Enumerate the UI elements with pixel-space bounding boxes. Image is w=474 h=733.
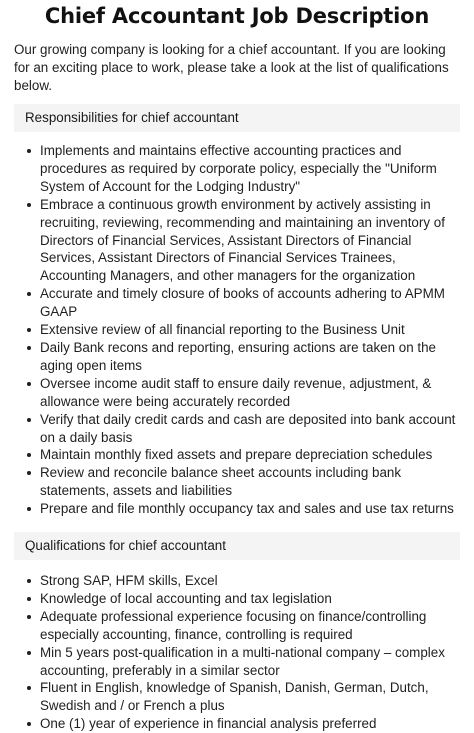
list-item-text: Implements and maintains effective accounting practices and procedures as required by corporate policy, especially the "Uniform System of Account for the Lodging Industry" (40, 143, 437, 194)
list-item-text: Extensive review of all financial reporting to the Business Unit (40, 322, 405, 338)
list-item-text: Oversee income audit staff to ensure daily revenue, adjustment, & allowance were being accurately recorded (40, 375, 432, 409)
list-item (14, 142, 460, 196)
list-item-text: Prepare and file monthly occupancy tax and sales and use tax returns (40, 501, 454, 517)
list-item (14, 500, 460, 518)
bullet-icon (27, 597, 31, 601)
list-item-text: Min 5 years post-qualification in a multi-national company – complex accounting, preferably in a similar sector (40, 644, 445, 678)
bullet-icon (27, 292, 31, 296)
intro-paragraph: Our growing company is looking for a chief accountant. If you are looking for an exciting place to work, please take a look at the list of qualifications below. (14, 42, 449, 93)
list-item-text: One (1) year of experience in financial analysis preferred (40, 716, 377, 732)
list-item (14, 715, 460, 733)
bullet-icon (27, 579, 31, 583)
bullet-icon (27, 615, 31, 619)
list-item-text: Review and reconcile balance sheet accounts including bank statements, assets and liabilities (40, 465, 402, 499)
list-item-text: Strong SAP, HFM skills, Excel (40, 573, 218, 589)
bullet-icon (27, 203, 31, 207)
list-item-text: Knowledge of local accounting and tax legislation (40, 590, 332, 606)
list-item (14, 608, 460, 644)
list-item-text: Adequate professional experience focusing on finance/controlling especially accounting, finance, controlling is required (40, 608, 427, 642)
responsibilities-header: Responsibilities for chief accountant (14, 104, 460, 132)
list-item-text: Embrace a continuous growth environment by actively assisting in recruiting, reviewing, recommending and maintaining an inventory of Directors of Financial Services, Assistant Directors of Financial Services, Assistant Directors of Financial Services Trainees, Accounting Managers, and other managers for the organization (40, 196, 445, 284)
list-item-text: Verify that daily credit cards and cash are deposited into bank account on a daily basis (40, 411, 456, 445)
bullet-icon (27, 346, 31, 350)
list-item (14, 375, 460, 411)
list-item-text: Fluent in English, knowledge of Spanish, Danish, German, Dutch, Swedish and / or French a plus (40, 680, 429, 714)
list-item (14, 285, 460, 321)
list-item-text: Maintain monthly fixed assets and prepare depreciation schedules (40, 447, 433, 463)
bullet-icon (27, 471, 31, 475)
list-item (14, 321, 460, 339)
list-item-text: Accurate and timely closure of books of accounts adhering to APMM GAAP (40, 286, 445, 320)
bullet-icon (27, 722, 31, 726)
list-item (14, 464, 460, 500)
list-item (14, 572, 460, 590)
bullet-icon (27, 507, 31, 511)
bullet-icon (27, 453, 31, 457)
bullet-icon (27, 149, 31, 153)
list-item (14, 590, 460, 608)
responsibilities-list (14, 142, 460, 518)
list-item (14, 679, 460, 715)
bullet-icon (27, 418, 31, 422)
qualifications-header: Qualifications for chief accountant (14, 532, 460, 560)
bullet-icon (27, 651, 31, 655)
bullet-icon (27, 328, 31, 332)
qualifications-list (14, 572, 460, 733)
list-item (14, 339, 460, 375)
bullet-icon (27, 686, 31, 690)
page-title: Chief Accountant Job Description (44, 4, 430, 28)
bullet-icon (27, 382, 31, 386)
list-item (14, 411, 460, 447)
list-item (14, 446, 460, 464)
list-item (14, 196, 460, 286)
list-item (14, 644, 460, 680)
list-item-text: Daily Bank recons and reporting, ensuring actions are taken on the aging open items (40, 339, 437, 373)
